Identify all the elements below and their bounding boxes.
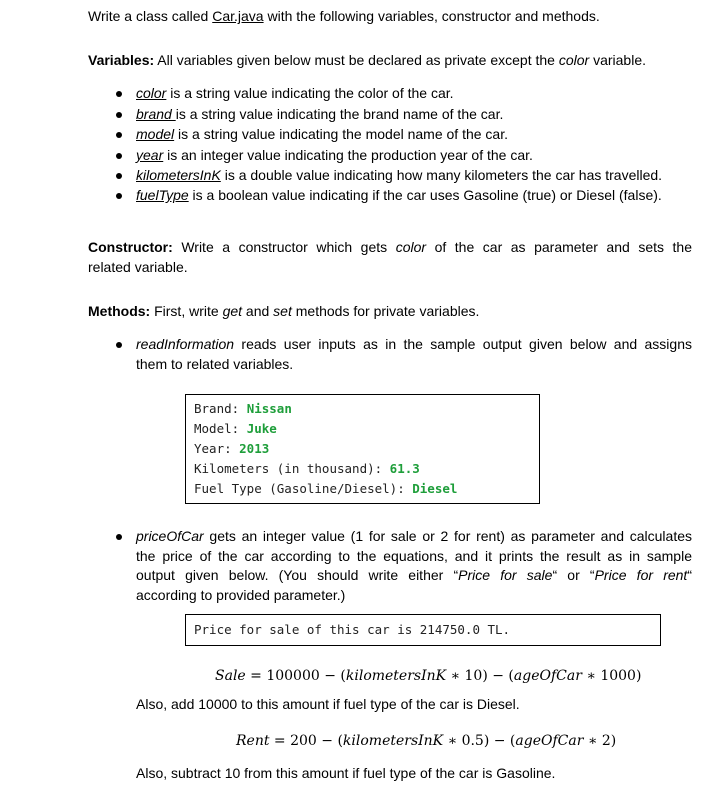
sample-input-line — [194, 401, 292, 416]
input-value: 61.3 — [389, 461, 420, 476]
var-desc: is a string value indicating the color of the car. — [166, 85, 454, 101]
bullet-icon — [116, 534, 122, 540]
var-name: color — [136, 85, 167, 101]
price-for-sale: Price for sale — [458, 567, 553, 583]
bullet-icon — [116, 173, 122, 179]
intro-text: Write a class called — [88, 8, 213, 24]
methods-set: set — [273, 303, 292, 319]
bullet-icon — [116, 132, 122, 138]
bullet-icon — [116, 153, 122, 159]
var-desc: is a double value indicating how many kilometers the car has travelled. — [220, 167, 663, 183]
sale-var1: kilometersInK — [345, 668, 447, 684]
input-value: Juke — [246, 421, 277, 436]
methods-paragraph — [88, 303, 479, 319]
constructor-paragraph — [88, 239, 692, 255]
bullet-icon — [116, 112, 122, 118]
input-label: Kilometers (in thousand): — [194, 461, 390, 476]
var-desc: is a string value indicating the model name of the car. — [174, 126, 508, 142]
price-line3-post: “ — [687, 567, 692, 583]
input-value: 2013 — [239, 441, 270, 456]
input-value: Diesel — [412, 481, 458, 496]
sample-output-line: Price for sale of this car is 214750.0 TL. — [194, 622, 511, 637]
sample-input-line — [194, 481, 457, 496]
sale-tail: ∗ 1000) — [581, 668, 642, 684]
bullet-icon — [116, 91, 122, 97]
price-line3-pre: output given below. (You should write either “ — [136, 567, 459, 583]
list-item — [136, 106, 503, 122]
read-info-method: readInformation — [136, 336, 235, 352]
var-name: brand — [136, 106, 176, 122]
price-method: priceOfCar — [136, 528, 204, 544]
variables-desc-end: variable. — [589, 52, 646, 68]
sale-var2: ageOfCar — [513, 668, 582, 684]
constructor-line2: related variable. — [88, 259, 188, 275]
rent-tail: ∗ 2) — [583, 733, 617, 749]
var-desc: is an integer value indicating the production year of the car. — [163, 147, 533, 163]
var-name: year — [136, 147, 164, 163]
input-label: Year: — [194, 441, 240, 456]
price-line1 — [136, 528, 692, 544]
rent-var2: ageOfCar — [515, 733, 584, 749]
variables-desc-var: color — [558, 52, 590, 68]
sample-input-line — [194, 441, 269, 456]
sample-input-line — [194, 421, 277, 436]
read-info-text: reads user inputs as in the sample output given below and assigns — [234, 336, 692, 352]
methods-text: First, write — [150, 303, 223, 319]
rent-var1: kilometersInK — [342, 733, 444, 749]
variables-heading: Variables: — [88, 52, 155, 68]
list-item — [136, 147, 533, 163]
var-desc: is a string value indicating the brand name of the car. — [175, 106, 504, 122]
methods-heading: Methods: — [88, 303, 151, 319]
sale-eq: = 100000 − ( — [245, 668, 346, 684]
methods-get: get — [222, 303, 243, 319]
methods-text-end: methods for private variables. — [291, 303, 480, 319]
read-info-line1 — [136, 336, 692, 352]
rent-mid: ∗ 0.5) − ( — [443, 733, 516, 749]
constructor-text-end: of the car as parameter and sets the — [426, 239, 692, 255]
list-item — [136, 187, 662, 203]
bullet-icon — [116, 342, 122, 348]
sale-mid: ∗ 10) − ( — [446, 668, 514, 684]
intro-text-end: with the following variables, constructor and methods. — [263, 8, 600, 24]
input-value: Nissan — [246, 401, 292, 416]
class-file-name: Car.java — [212, 8, 264, 24]
rent-formula — [236, 733, 616, 749]
price-for-rent: Price for rent — [594, 567, 688, 583]
sale-note: Also, add 10000 to this amount if fuel type of the car is Diesel. — [136, 696, 520, 712]
methods-and: and — [242, 303, 274, 319]
rent-eq: = 200 − ( — [269, 733, 343, 749]
input-label: Fuel Type (Gasoline/Diesel): — [194, 481, 413, 496]
read-info-line2: them to related variables. — [136, 356, 294, 372]
price-line3 — [136, 567, 692, 583]
rent-note: Also, subtract 10 from this amount if fuel type of the car is Gasoline. — [136, 765, 556, 781]
constructor-text: Write a constructor which gets — [172, 239, 396, 255]
intro-line — [88, 8, 600, 24]
sale-formula — [215, 668, 641, 684]
price-line3-mid: “ or “ — [552, 567, 595, 583]
var-name: kilometersInK — [136, 167, 221, 183]
var-desc: is a boolean value indicating if the car uses Gasoline (true) or Diesel (false). — [188, 187, 662, 203]
variables-desc: All variables given below must be declared as private except the — [154, 52, 559, 68]
price-text: gets an integer value (1 for sale or 2 for rent) as parameter and calculates — [203, 528, 692, 544]
list-item — [136, 167, 662, 183]
constructor-heading: Constructor: — [88, 239, 173, 255]
input-label: Model: — [194, 421, 247, 436]
sale-lhs: Sale — [215, 668, 246, 684]
price-line4: according to provided parameter.) — [136, 587, 346, 603]
list-item — [136, 126, 508, 142]
input-label: Brand: — [194, 401, 247, 416]
var-name: model — [136, 126, 175, 142]
bullet-icon — [116, 193, 122, 199]
sample-input-line — [194, 461, 420, 476]
sample-output-box — [185, 614, 661, 646]
variables-paragraph — [88, 52, 646, 68]
rent-lhs: Rent — [236, 733, 270, 749]
var-name: fuelType — [136, 187, 189, 203]
sample-input-box — [185, 394, 540, 504]
list-item — [136, 85, 454, 101]
price-line2: the price of the car according to the equations, and it prints the result as in sample — [136, 548, 692, 564]
constructor-var: color — [395, 239, 427, 255]
